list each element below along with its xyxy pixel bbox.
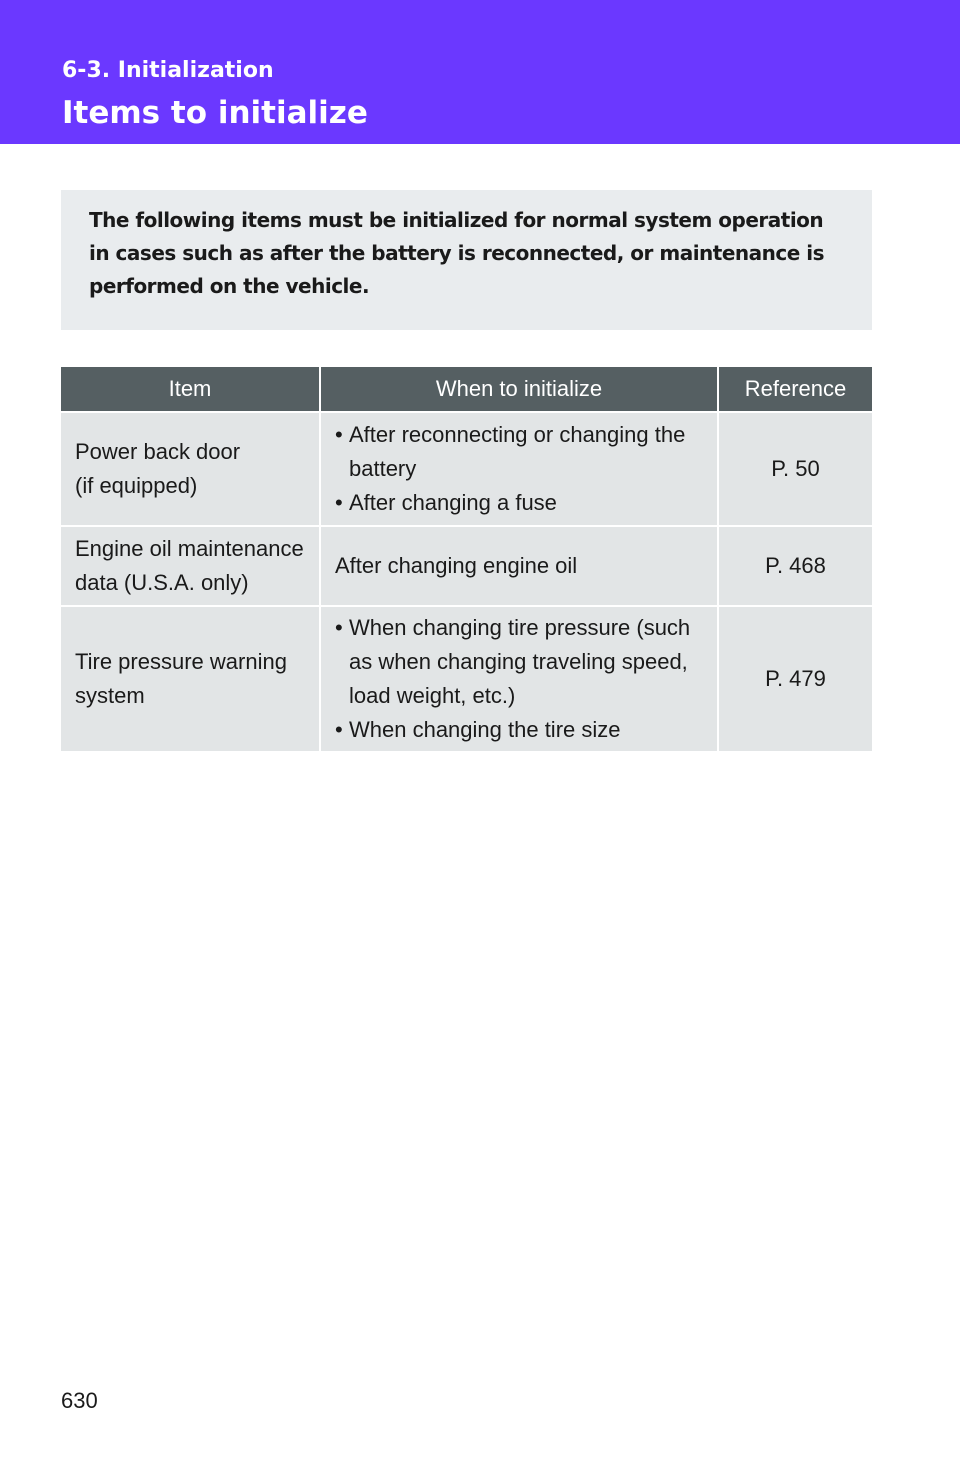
intro-box <box>61 190 872 330</box>
bullet-item <box>335 713 717 747</box>
table-row <box>61 412 872 526</box>
reference-cell: P. 479 <box>718 606 872 751</box>
bullet-text: When changing the tire size <box>349 717 621 742</box>
table-header-row <box>61 367 872 412</box>
item-cell <box>61 526 320 606</box>
bullet-item <box>335 486 717 520</box>
bullet-text: After reconnecting or changing the battery <box>349 422 686 481</box>
bullet-dot: • <box>335 422 343 447</box>
page-number: 630 <box>61 1388 98 1413</box>
section-label: 6-3. Initialization <box>62 58 274 83</box>
bullet-dot: • <box>335 717 343 742</box>
page-header <box>0 0 960 144</box>
item-line: Engine oil maintenance <box>75 536 304 561</box>
bullet-dot: • <box>335 615 343 640</box>
item-line: (if equipped) <box>75 473 198 498</box>
reference-cell: P. 50 <box>718 412 872 526</box>
when-cell <box>320 412 718 526</box>
intro-text: The following items must be initialized for normal system operation in cases such as after the battery is reconnected, or maintenance is performed on the vehicle. <box>89 208 825 298</box>
bullet-text: After changing a fuse <box>349 490 557 515</box>
bullet-item <box>335 418 717 486</box>
column-header-item: Item <box>61 367 320 412</box>
reference-cell: P. 468 <box>718 526 872 606</box>
item-cell <box>61 412 320 526</box>
item-line: Tire pressure warning <box>75 649 287 674</box>
item-line: Power back door <box>75 439 241 464</box>
item-line: data (U.S.A. only) <box>75 570 249 595</box>
table-row <box>61 606 872 751</box>
item-cell <box>61 606 320 751</box>
when-cell <box>320 606 718 751</box>
bullet-item <box>335 611 717 713</box>
bullet-dot: • <box>335 490 343 515</box>
item-line: system <box>75 683 145 708</box>
column-header-when: When to initialize <box>320 367 718 412</box>
page-title: Items to initialize <box>62 95 368 131</box>
table-row <box>61 526 872 606</box>
initialize-table <box>61 367 872 751</box>
when-cell: After changing engine oil <box>320 526 718 606</box>
bullet-text: When changing tire pressure (such as when changing traveling speed, load weight, etc.) <box>349 615 691 708</box>
column-header-reference: Reference <box>718 367 872 412</box>
